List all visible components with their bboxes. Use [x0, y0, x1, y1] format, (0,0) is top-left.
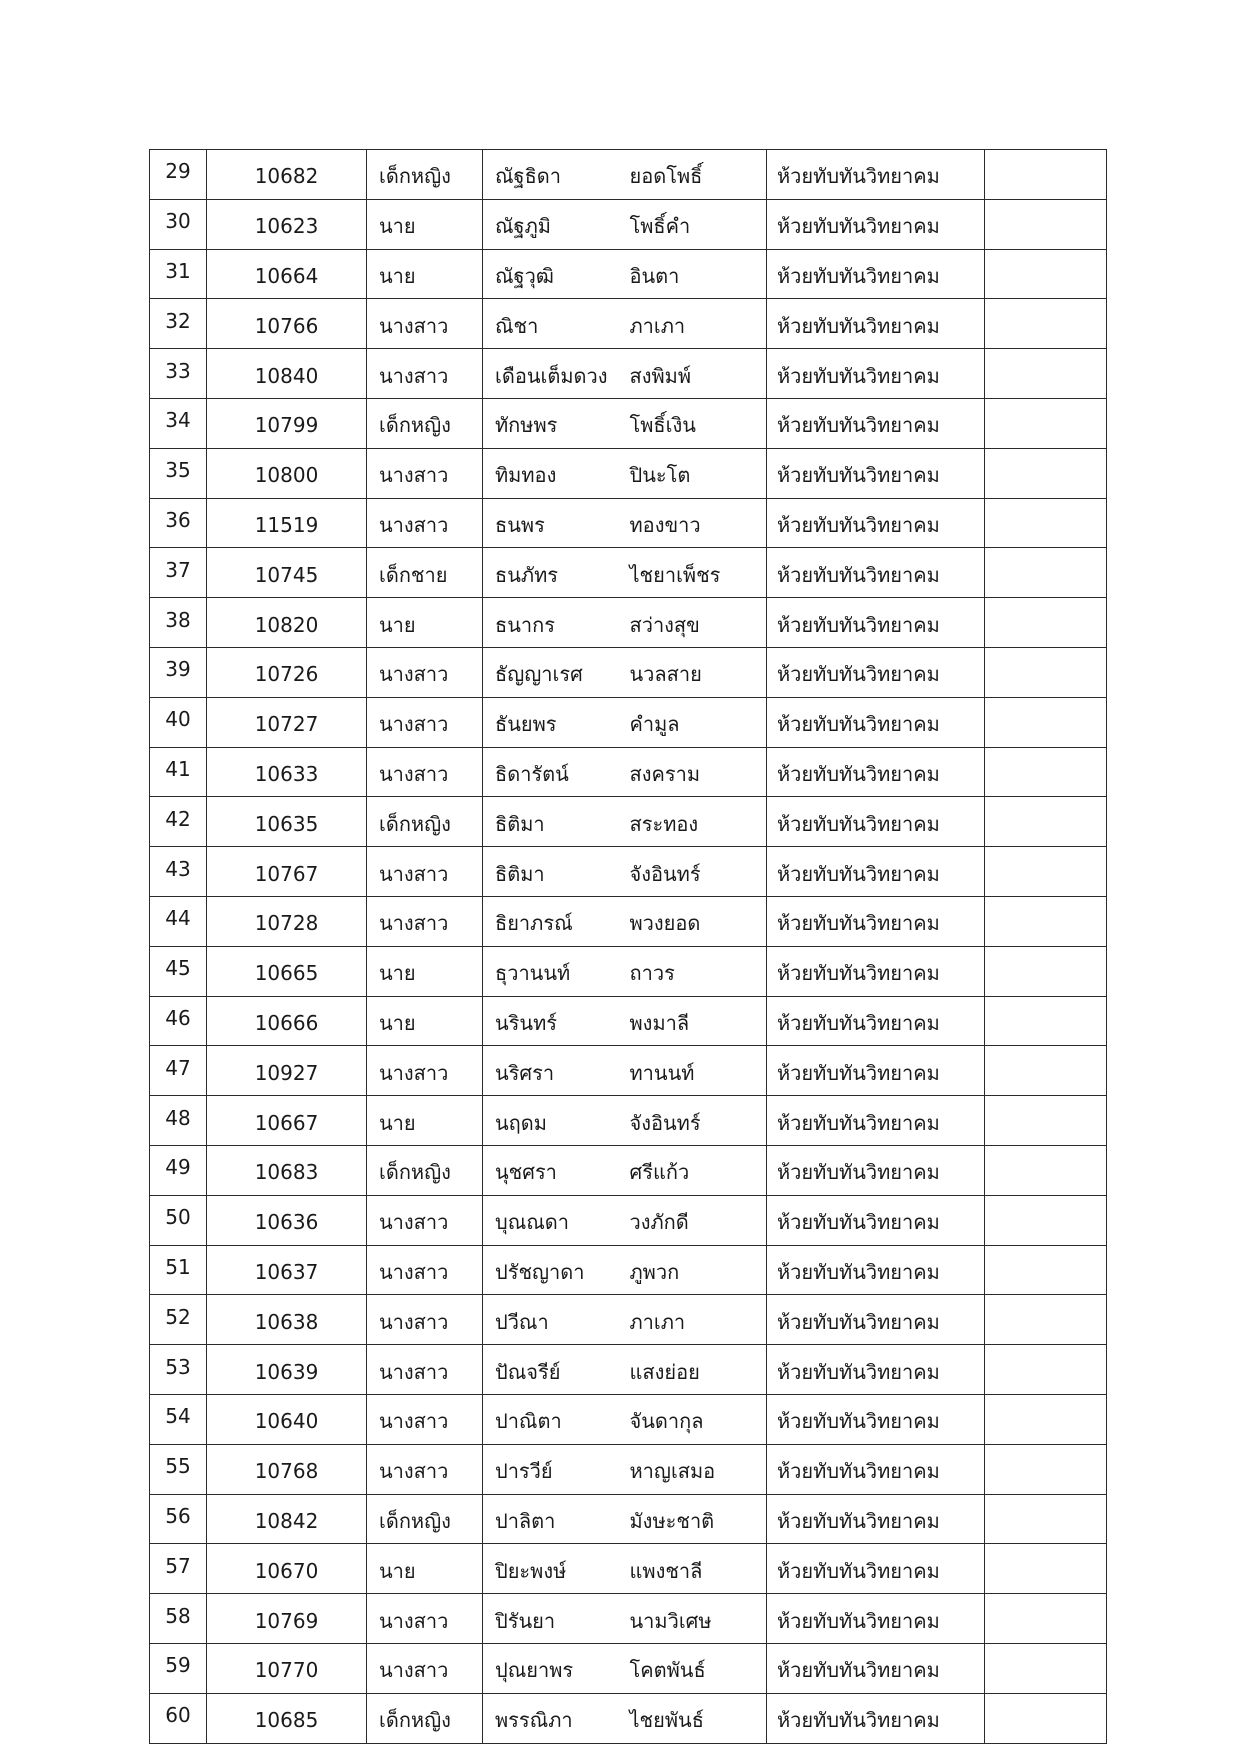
school-name: ห้วยทับทันวิทยาคม — [767, 1295, 985, 1345]
remark-cell — [985, 548, 1107, 598]
school-name: ห้วยทับทันวิทยาคม — [767, 1195, 985, 1245]
student-id: 10800 — [207, 448, 367, 498]
remark-cell — [985, 1345, 1107, 1395]
student-id: 10766 — [207, 299, 367, 349]
row-number: 45 — [150, 946, 207, 996]
first-name: ณิชา — [483, 299, 618, 349]
name-prefix: นางสาว — [367, 1195, 483, 1245]
last-name: สว่างสุข — [618, 598, 767, 648]
first-name: ธนากร — [483, 598, 618, 648]
name-prefix: เด็กหญิง — [367, 150, 483, 200]
remark-cell — [985, 1594, 1107, 1644]
first-name: พรรณิภา — [483, 1693, 618, 1743]
row-number: 47 — [150, 1046, 207, 1096]
school-name: ห้วยทับทันวิทยาคม — [767, 299, 985, 349]
row-number: 40 — [150, 697, 207, 747]
table-row — [150, 1195, 1107, 1245]
table-row — [150, 299, 1107, 349]
name-prefix: นาย — [367, 996, 483, 1046]
table-row — [150, 1494, 1107, 1544]
first-name: ธัญญาเรศ — [483, 647, 618, 697]
school-name: ห้วยทับทันวิทยาคม — [767, 349, 985, 399]
first-name: ปิยะพงษ์ — [483, 1544, 618, 1594]
row-number: 30 — [150, 199, 207, 249]
row-number: 35 — [150, 448, 207, 498]
school-name: ห้วยทับทันวิทยาคม — [767, 448, 985, 498]
row-number: 39 — [150, 647, 207, 697]
table-row — [150, 1345, 1107, 1395]
first-name: ธุวานนท์ — [483, 946, 618, 996]
first-name: เดือนเต็มดวง — [483, 349, 618, 399]
last-name: ภาเภา — [618, 299, 767, 349]
last-name: ทานนท์ — [618, 1046, 767, 1096]
student-id: 10670 — [207, 1544, 367, 1594]
first-name: นฤดม — [483, 1096, 618, 1146]
table-row — [150, 448, 1107, 498]
row-number: 58 — [150, 1594, 207, 1644]
name-prefix: นางสาว — [367, 349, 483, 399]
name-prefix: นางสาว — [367, 647, 483, 697]
first-name: ปารวีย์ — [483, 1444, 618, 1494]
first-name: ธิติมา — [483, 797, 618, 847]
student-id: 10799 — [207, 398, 367, 448]
name-prefix: นาย — [367, 946, 483, 996]
student-id: 10927 — [207, 1046, 367, 1096]
student-id: 10664 — [207, 249, 367, 299]
row-number: 34 — [150, 398, 207, 448]
student-id: 10820 — [207, 598, 367, 648]
remark-cell — [985, 996, 1107, 1046]
table-row — [150, 747, 1107, 797]
remark-cell — [985, 199, 1107, 249]
student-id: 10727 — [207, 697, 367, 747]
last-name: สงพิมพ์ — [618, 349, 767, 399]
school-name: ห้วยทับทันวิทยาคม — [767, 398, 985, 448]
remark-cell — [985, 1394, 1107, 1444]
first-name: นริศรา — [483, 1046, 618, 1096]
table-row — [150, 1594, 1107, 1644]
name-prefix: นางสาว — [367, 697, 483, 747]
name-prefix: นางสาว — [367, 1394, 483, 1444]
table-row — [150, 498, 1107, 548]
school-name: ห้วยทับทันวิทยาคม — [767, 697, 985, 747]
last-name: โพธิ์เงิน — [618, 398, 767, 448]
school-name: ห้วยทับทันวิทยาคม — [767, 498, 985, 548]
table-row — [150, 150, 1107, 200]
row-number: 36 — [150, 498, 207, 548]
student-id: 10638 — [207, 1295, 367, 1345]
student-id: 10667 — [207, 1096, 367, 1146]
remark-cell — [985, 697, 1107, 747]
school-name: ห้วยทับทันวิทยาคม — [767, 1394, 985, 1444]
table-row — [150, 598, 1107, 648]
student-id: 10745 — [207, 548, 367, 598]
school-name: ห้วยทับทันวิทยาคม — [767, 797, 985, 847]
remark-cell — [985, 1643, 1107, 1693]
row-number: 48 — [150, 1096, 207, 1146]
name-prefix: นางสาว — [367, 1444, 483, 1494]
row-number: 56 — [150, 1494, 207, 1544]
row-number: 29 — [150, 150, 207, 200]
name-prefix: นาย — [367, 249, 483, 299]
remark-cell — [985, 398, 1107, 448]
student-id: 10726 — [207, 647, 367, 697]
first-name: ปุณยาพร — [483, 1643, 618, 1693]
first-name: ปัณจรีย์ — [483, 1345, 618, 1395]
row-number: 55 — [150, 1444, 207, 1494]
row-number: 33 — [150, 349, 207, 399]
school-name: ห้วยทับทันวิทยาคม — [767, 1345, 985, 1395]
name-prefix: เด็กหญิง — [367, 1693, 483, 1743]
table-row — [150, 946, 1107, 996]
student-id: 10840 — [207, 349, 367, 399]
table-row — [150, 1394, 1107, 1444]
first-name: ปาณิตา — [483, 1394, 618, 1444]
name-prefix: นางสาว — [367, 1046, 483, 1096]
student-id: 10683 — [207, 1145, 367, 1195]
remark-cell — [985, 1046, 1107, 1096]
table-row — [150, 349, 1107, 399]
school-name: ห้วยทับทันวิทยาคม — [767, 747, 985, 797]
name-prefix: นาย — [367, 598, 483, 648]
name-prefix: นางสาว — [367, 1295, 483, 1345]
last-name: ไชยพันธ์ — [618, 1693, 767, 1743]
school-name: ห้วยทับทันวิทยาคม — [767, 1444, 985, 1494]
remark-cell — [985, 1693, 1107, 1743]
school-name: ห้วยทับทันวิทยาคม — [767, 1494, 985, 1544]
row-number: 41 — [150, 747, 207, 797]
student-id: 10768 — [207, 1444, 367, 1494]
row-number: 32 — [150, 299, 207, 349]
last-name: มังษะชาติ — [618, 1494, 767, 1544]
row-number: 60 — [150, 1693, 207, 1743]
last-name: วงภักดี — [618, 1195, 767, 1245]
school-name: ห้วยทับทันวิทยาคม — [767, 199, 985, 249]
last-name: นามวิเศษ — [618, 1594, 767, 1644]
table-row — [150, 847, 1107, 897]
school-name: ห้วยทับทันวิทยาคม — [767, 946, 985, 996]
school-name: ห้วยทับทันวิทยาคม — [767, 996, 985, 1046]
remark-cell — [985, 1245, 1107, 1295]
table-row — [150, 647, 1107, 697]
name-prefix: นางสาว — [367, 1245, 483, 1295]
last-name: ศรีแก้ว — [618, 1145, 767, 1195]
row-number: 50 — [150, 1195, 207, 1245]
row-number: 59 — [150, 1643, 207, 1693]
row-number: 31 — [150, 249, 207, 299]
first-name: ธนพร — [483, 498, 618, 548]
last-name: นวลสาย — [618, 647, 767, 697]
remark-cell — [985, 647, 1107, 697]
last-name: โพธิ์คำ — [618, 199, 767, 249]
last-name: สระทอง — [618, 797, 767, 847]
first-name: ทักษพร — [483, 398, 618, 448]
remark-cell — [985, 896, 1107, 946]
row-number: 53 — [150, 1345, 207, 1395]
first-name: ณัฐวุฒิ — [483, 249, 618, 299]
school-name: ห้วยทับทันวิทยาคม — [767, 1145, 985, 1195]
row-number: 49 — [150, 1145, 207, 1195]
table-row — [150, 249, 1107, 299]
school-name: ห้วยทับทันวิทยาคม — [767, 1643, 985, 1693]
school-name: ห้วยทับทันวิทยาคม — [767, 548, 985, 598]
student-id: 10637 — [207, 1245, 367, 1295]
remark-cell — [985, 349, 1107, 399]
table-row — [150, 1693, 1107, 1743]
student-id: 10666 — [207, 996, 367, 1046]
name-prefix: เด็กหญิง — [367, 797, 483, 847]
table-row — [150, 1643, 1107, 1693]
remark-cell — [985, 1145, 1107, 1195]
student-id: 10636 — [207, 1195, 367, 1245]
last-name: สงคราม — [618, 747, 767, 797]
last-name: จันดากุล — [618, 1394, 767, 1444]
school-name: ห้วยทับทันวิทยาคม — [767, 1245, 985, 1295]
remark-cell — [985, 946, 1107, 996]
remark-cell — [985, 747, 1107, 797]
name-prefix: นาย — [367, 1096, 483, 1146]
row-number: 52 — [150, 1295, 207, 1345]
row-number: 38 — [150, 598, 207, 648]
name-prefix: นางสาว — [367, 847, 483, 897]
school-name: ห้วยทับทันวิทยาคม — [767, 847, 985, 897]
table-row — [150, 548, 1107, 598]
name-prefix: นางสาว — [367, 747, 483, 797]
first-name: ทิมทอง — [483, 448, 618, 498]
name-prefix: นางสาว — [367, 299, 483, 349]
first-name: บุณณดา — [483, 1195, 618, 1245]
table-row — [150, 1096, 1107, 1146]
student-id: 10770 — [207, 1643, 367, 1693]
student-id: 10635 — [207, 797, 367, 847]
name-prefix: นางสาว — [367, 498, 483, 548]
table-row — [150, 996, 1107, 1046]
last-name: โคตพันธ์ — [618, 1643, 767, 1693]
last-name: จังอินทร์ — [618, 1096, 767, 1146]
school-name: ห้วยทับทันวิทยาคม — [767, 1544, 985, 1594]
student-id: 10685 — [207, 1693, 367, 1743]
remark-cell — [985, 797, 1107, 847]
school-name: ห้วยทับทันวิทยาคม — [767, 647, 985, 697]
first-name: นุชศรา — [483, 1145, 618, 1195]
student-id: 10633 — [207, 747, 367, 797]
table-row — [150, 1544, 1107, 1594]
table-row — [150, 1046, 1107, 1096]
last-name: ถาวร — [618, 946, 767, 996]
table-row — [150, 398, 1107, 448]
row-number: 54 — [150, 1394, 207, 1444]
row-number: 43 — [150, 847, 207, 897]
row-number: 46 — [150, 996, 207, 1046]
last-name: ทองขาว — [618, 498, 767, 548]
student-id: 10767 — [207, 847, 367, 897]
first-name: ปิรันยา — [483, 1594, 618, 1644]
table-row — [150, 1145, 1107, 1195]
remark-cell — [985, 1096, 1107, 1146]
last-name: จังอินทร์ — [618, 847, 767, 897]
name-prefix: เด็กหญิง — [367, 398, 483, 448]
last-name: คำมูล — [618, 697, 767, 747]
first-name: ปรัชญาดา — [483, 1245, 618, 1295]
remark-cell — [985, 1444, 1107, 1494]
name-prefix: เด็กชาย — [367, 548, 483, 598]
first-name: ธนภัทร — [483, 548, 618, 598]
first-name: ณัฐธิดา — [483, 150, 618, 200]
remark-cell — [985, 150, 1107, 200]
first-name: ณัฐภูมิ — [483, 199, 618, 249]
student-id: 10682 — [207, 150, 367, 200]
first-name: ธันยพร — [483, 697, 618, 747]
row-number: 37 — [150, 548, 207, 598]
roster-body — [150, 150, 1107, 1744]
student-roster-table — [149, 149, 1107, 1744]
student-id: 10639 — [207, 1345, 367, 1395]
last-name: แสงย่อย — [618, 1345, 767, 1395]
table-row — [150, 697, 1107, 747]
table-row — [150, 1444, 1107, 1494]
remark-cell — [985, 299, 1107, 349]
row-number: 57 — [150, 1544, 207, 1594]
name-prefix: นาย — [367, 199, 483, 249]
row-number: 42 — [150, 797, 207, 847]
remark-cell — [985, 1544, 1107, 1594]
student-id: 11519 — [207, 498, 367, 548]
student-id: 10769 — [207, 1594, 367, 1644]
first-name: ปาลิตา — [483, 1494, 618, 1544]
first-name: ธิดารัตน์ — [483, 747, 618, 797]
first-name: ปวีณา — [483, 1295, 618, 1345]
last-name: ไชยาเพ็ชร — [618, 548, 767, 598]
remark-cell — [985, 1295, 1107, 1345]
name-prefix: นางสาว — [367, 896, 483, 946]
first-name: ธิติมา — [483, 847, 618, 897]
school-name: ห้วยทับทันวิทยาคม — [767, 249, 985, 299]
first-name: ธิยาภรณ์ — [483, 896, 618, 946]
school-name: ห้วยทับทันวิทยาคม — [767, 1594, 985, 1644]
student-id: 10665 — [207, 946, 367, 996]
last-name: แพงชาลี — [618, 1544, 767, 1594]
name-prefix: นางสาว — [367, 448, 483, 498]
name-prefix: นางสาว — [367, 1643, 483, 1693]
table-row — [150, 797, 1107, 847]
table-row — [150, 896, 1107, 946]
school-name: ห้วยทับทันวิทยาคม — [767, 1046, 985, 1096]
last-name: พงมาลี — [618, 996, 767, 1046]
student-id: 10623 — [207, 199, 367, 249]
school-name: ห้วยทับทันวิทยาคม — [767, 1096, 985, 1146]
school-name: ห้วยทับทันวิทยาคม — [767, 150, 985, 200]
last-name: ปินะโต — [618, 448, 767, 498]
last-name: ภาเภา — [618, 1295, 767, 1345]
table-row — [150, 199, 1107, 249]
remark-cell — [985, 847, 1107, 897]
remark-cell — [985, 1494, 1107, 1544]
name-prefix: นางสาว — [367, 1345, 483, 1395]
student-id: 10842 — [207, 1494, 367, 1544]
remark-cell — [985, 448, 1107, 498]
table-row — [150, 1295, 1107, 1345]
remark-cell — [985, 598, 1107, 648]
school-name: ห้วยทับทันวิทยาคม — [767, 598, 985, 648]
last-name: อินตา — [618, 249, 767, 299]
school-name: ห้วยทับทันวิทยาคม — [767, 1693, 985, 1743]
student-id: 10728 — [207, 896, 367, 946]
name-prefix: นาย — [367, 1544, 483, 1594]
last-name: ภูพวก — [618, 1245, 767, 1295]
school-name: ห้วยทับทันวิทยาคม — [767, 896, 985, 946]
last-name: ยอดโพธิ์ — [618, 150, 767, 200]
name-prefix: เด็กหญิง — [367, 1494, 483, 1544]
table-row — [150, 1245, 1107, 1295]
last-name: พวงยอด — [618, 896, 767, 946]
student-id: 10640 — [207, 1394, 367, 1444]
name-prefix: นางสาว — [367, 1594, 483, 1644]
first-name: นรินทร์ — [483, 996, 618, 1046]
row-number: 51 — [150, 1245, 207, 1295]
name-prefix: เด็กหญิง — [367, 1145, 483, 1195]
last-name: หาญเสมอ — [618, 1444, 767, 1494]
remark-cell — [985, 249, 1107, 299]
row-number: 44 — [150, 896, 207, 946]
remark-cell — [985, 498, 1107, 548]
remark-cell — [985, 1195, 1107, 1245]
